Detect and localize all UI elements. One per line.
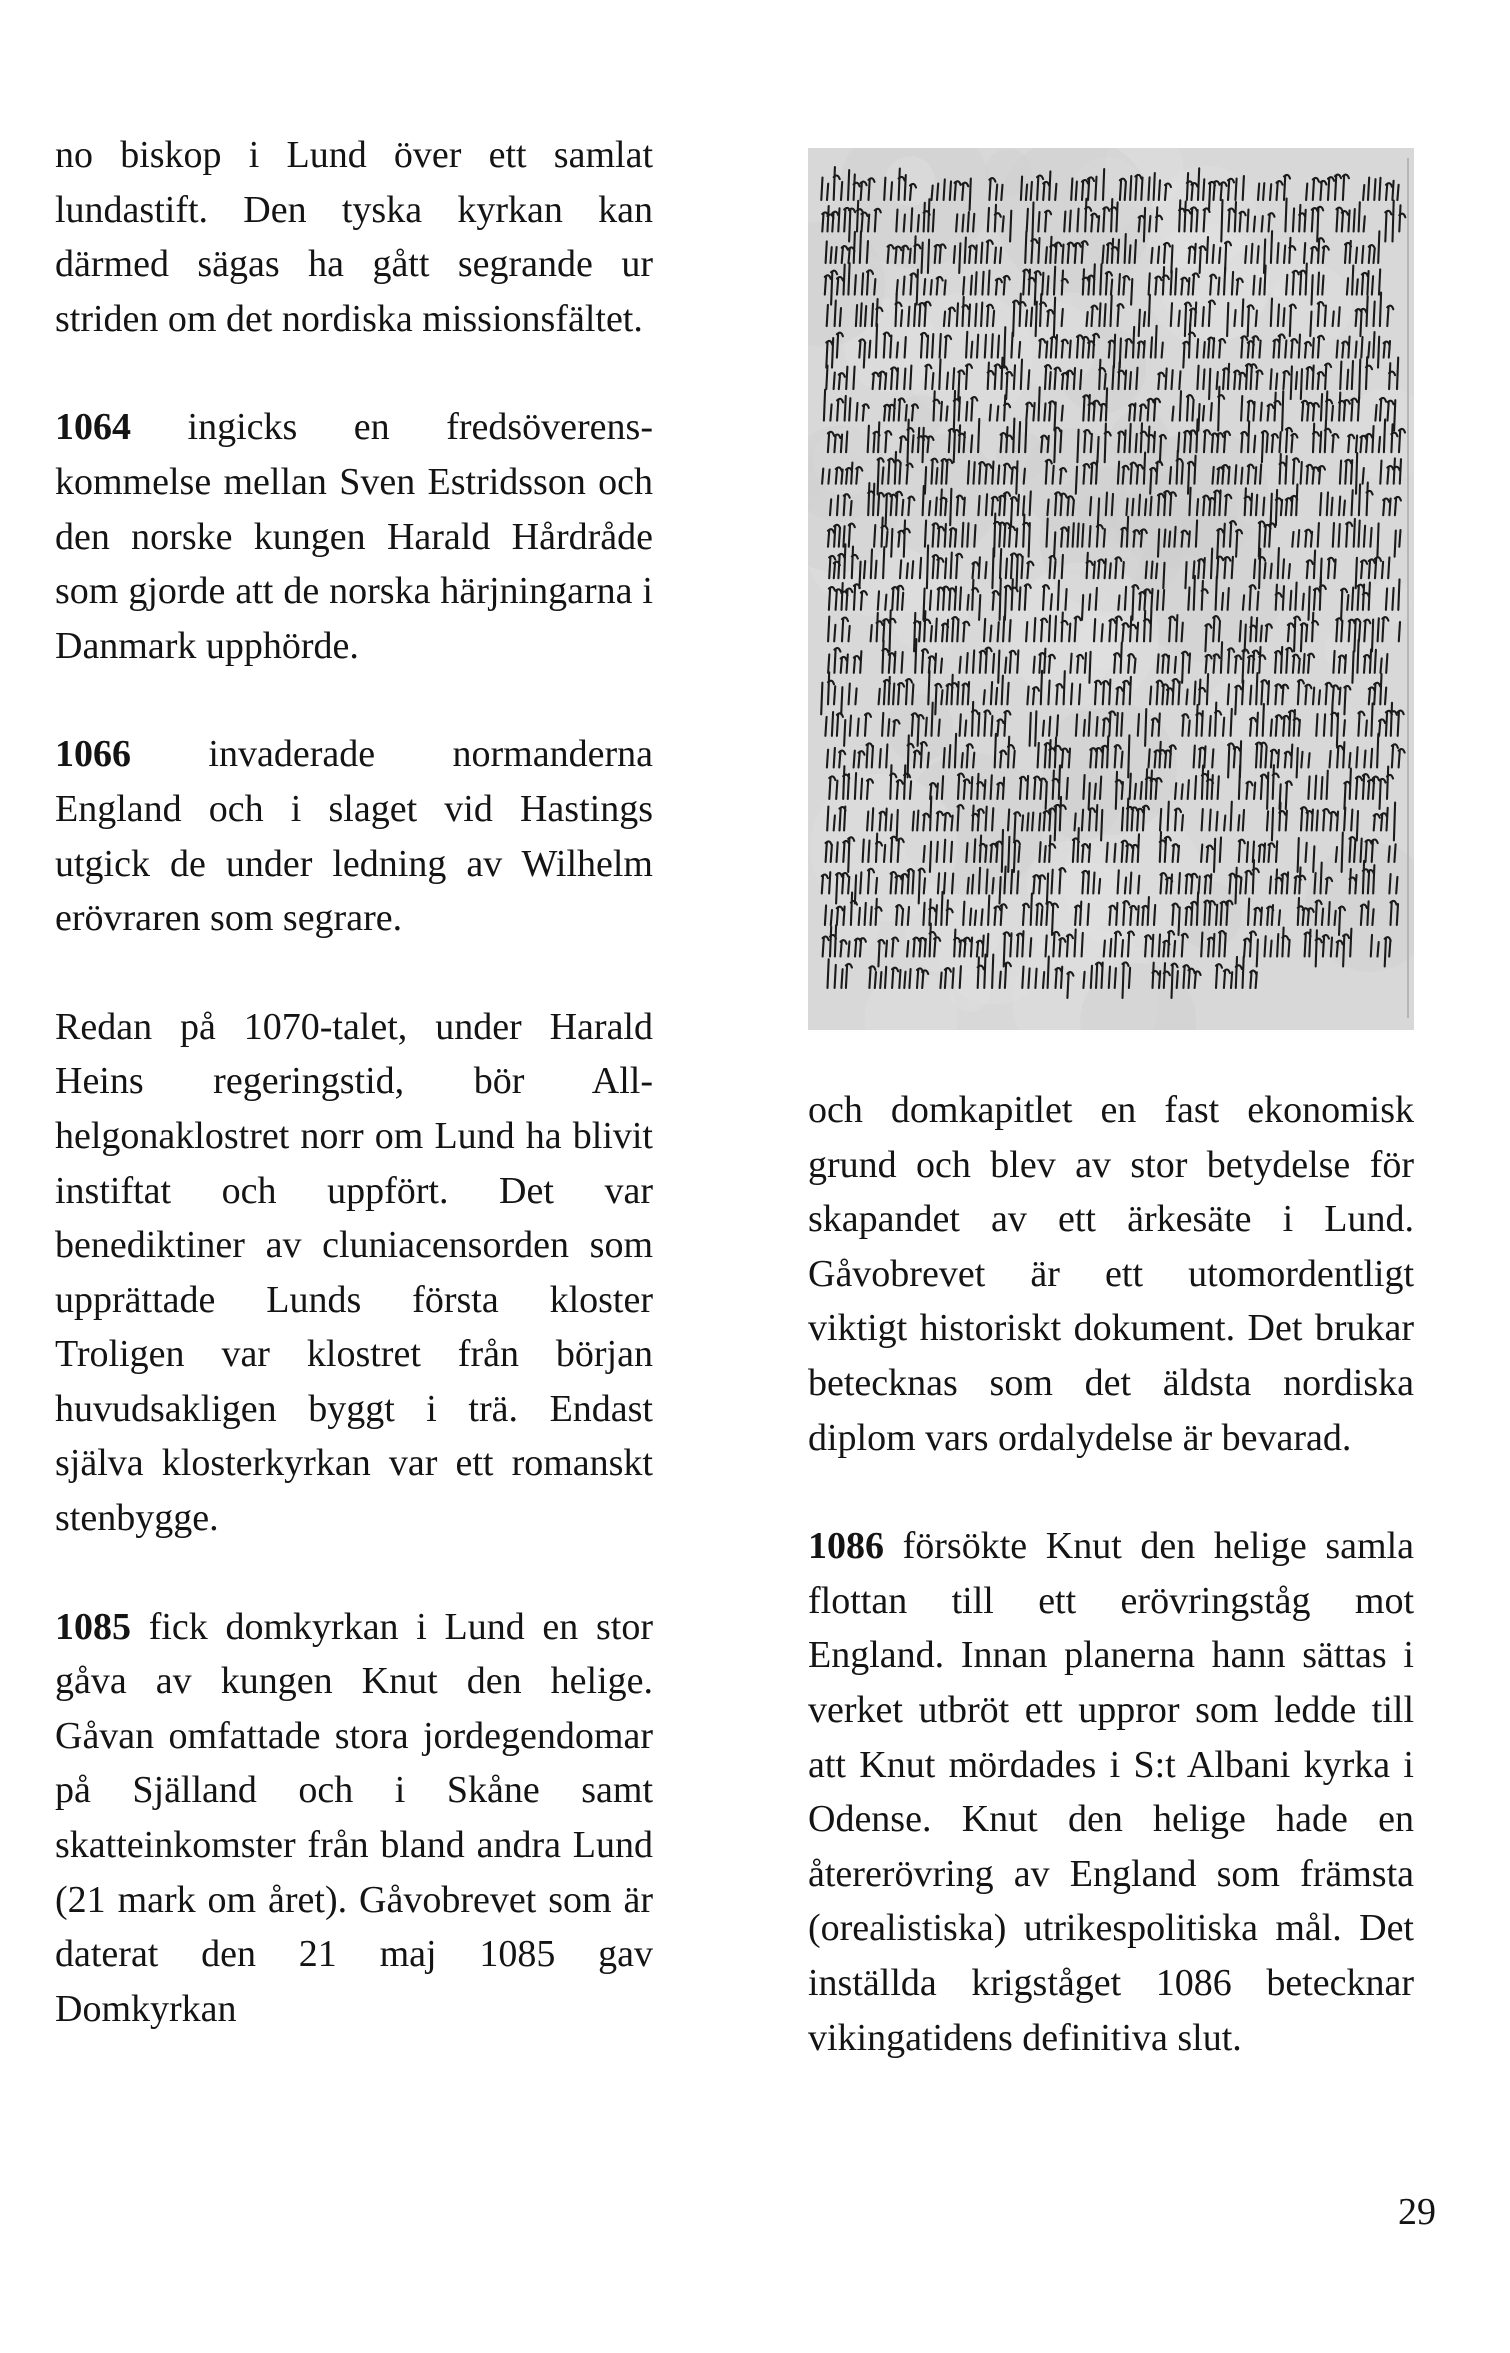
year-1064: 1064 bbox=[55, 406, 131, 449]
paragraph-1066-text: invaderade normanderna England och i slaget vid Hastings utgick de under ledning av Wilhelm erövraren som segrare. bbox=[55, 733, 653, 940]
manuscript-icon bbox=[808, 148, 1414, 1030]
paragraph-1086 bbox=[808, 1519, 1414, 2065]
paragraph-domkapitlet: och domkapitlet en fast ekonomisk grund och blev av stor betydelse för skapandet av ett ärkesäte i Lund. Gåvobrevet är ett utomordentligt viktigt historiskt dokument. Det brukar betecknas som det äldsta nordiska diplom vars ordalydelse är bevarad. bbox=[808, 1089, 1414, 1459]
paragraph-allhelgonaklostret: Redan på 1070-talet, under Harald Heins regeringstid, bör Allhelgonaklostret norr om Lund ha blivit instiftat och uppfört. Det var benediktiner av cluniacensorden som upprättade Lunds första kloster Troligen var klostret från början huvudsakligen byggt i trä. Endast själva klosterkyrkan var ett romanskt stenbygge. bbox=[55, 1005, 653, 1540]
year-1066: 1066 bbox=[55, 733, 131, 776]
right-column bbox=[808, 1083, 1414, 2065]
paragraph-1064-text: ingicks en fredsöverenskommelse mellan Sven Estridsson och den norske kungen Harald Hårdråde som gjorde att de norska härjningarna i Danmark upphörde. bbox=[55, 406, 653, 667]
year-1086: 1086 bbox=[808, 1525, 884, 1568]
page-number: 29 bbox=[1398, 2191, 1436, 2233]
manuscript-image bbox=[808, 148, 1414, 1030]
paragraph-1066 bbox=[55, 727, 653, 945]
year-1085: 1085 bbox=[55, 1605, 131, 1648]
paragraph-1086-text: försökte Knut den helige samla flottan till ett erövringståg mot England. Innan planerna hann sättas i verket utbröt ett uppror som ledde till att Knut mördades i S:t Albani kyrka i Odense. Knut den helige hade en återerövring av England som främsta (orealistiska) utrikespolitiska mål. Det inställda krigståget 1086 betecknar vikingatidens definitiva slut. bbox=[808, 1525, 1414, 2059]
left-column bbox=[55, 128, 653, 2036]
paragraph-1085 bbox=[55, 1600, 653, 2037]
paragraph-1085-text: fick domkyrkan i Lund en stor gåva av kungen Knut den helige. Gåvan omfattade stora jordegendomar på Själland och i Skåne samt skatteinkomster från bland andra Lund (21 mark om året). Gåvobrevet som är daterat den 21 maj 1085 gav Domkyrkan bbox=[55, 1605, 653, 2030]
paragraph-1064 bbox=[55, 400, 653, 673]
paragraph-lundastift: no biskop i Lund över ett samlat lundastift. Den tyska kyrkan kan därmed sägas ha gått segrande ur striden om det nordiska missionsfältet. bbox=[55, 134, 653, 340]
